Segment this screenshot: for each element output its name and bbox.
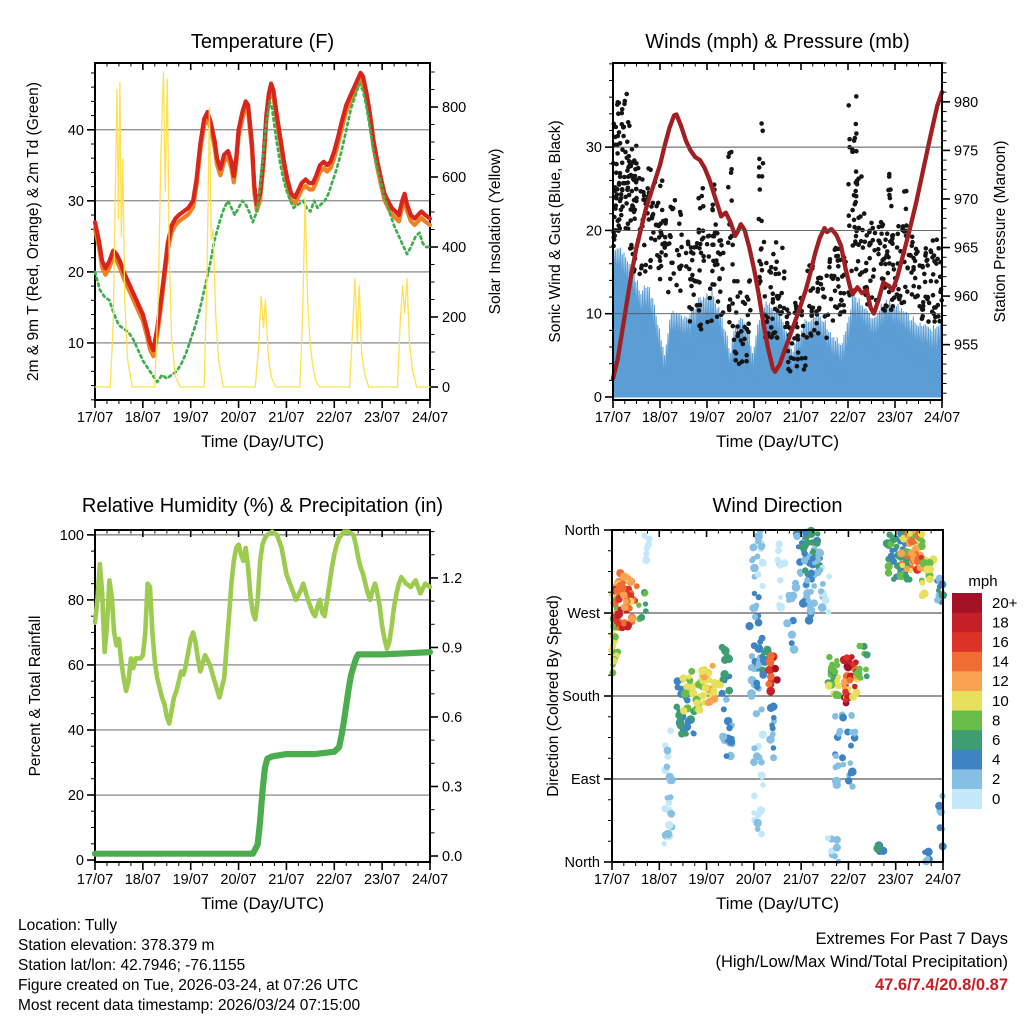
svg-text:Time (Day/UTC): Time (Day/UTC) [715,894,840,913]
svg-text:17/07: 17/07 [76,872,114,888]
svg-text:South: South [562,689,600,705]
svg-text:20: 20 [585,223,602,240]
station-info [18,916,360,1016]
svg-text:0.6: 0.6 [442,709,463,726]
svg-text:21/07: 21/07 [782,872,820,888]
svg-text:14: 14 [992,653,1009,671]
svg-text:400: 400 [442,240,467,257]
extremes-title: Extremes For Past 7 Days [815,930,1008,948]
svg-text:19/07: 19/07 [688,410,726,426]
svg-text:19/07: 19/07 [688,872,725,888]
svg-text:22/07: 22/07 [829,410,867,426]
svg-text:Winds (mph) & Pressure (mb): Winds (mph) & Pressure (mb) [645,31,910,53]
svg-text:100: 100 [59,527,84,544]
svg-text:Station Pressure (Maroon): Station Pressure (Maroon) [992,140,1009,323]
svg-text:12: 12 [992,673,1009,691]
svg-text:West: West [567,606,600,622]
svg-text:20/07: 20/07 [735,872,773,888]
svg-text:Solar Insolation (Yellow): Solar Insolation (Yellow) [487,148,504,315]
station-location: Location: Tully [18,917,118,934]
svg-text:18/07: 18/07 [641,410,679,426]
svg-text:1.2: 1.2 [442,570,463,587]
svg-text:20/07: 20/07 [220,410,257,426]
svg-text:21/07: 21/07 [268,410,305,426]
svg-text:18/07: 18/07 [124,410,162,426]
svg-text:Percent & Total Rainfall: Percent & Total Rainfall [27,615,44,777]
svg-text:18: 18 [992,614,1009,632]
svg-text:20+: 20+ [992,594,1018,612]
station-latlon: Station lat/lon: 42.7946; -76.1155 [18,957,246,974]
svg-text:0.3: 0.3 [442,779,463,796]
svg-text:17/07: 17/07 [76,410,114,426]
svg-text:20/07: 20/07 [220,872,257,888]
svg-text:0.0: 0.0 [442,848,463,865]
svg-text:Time (Day/UTC): Time (Day/UTC) [200,432,325,451]
svg-text:20: 20 [67,264,84,281]
svg-text:24/07: 24/07 [411,410,449,426]
winds-pressure-chart [547,31,1009,451]
svg-text:800: 800 [442,99,467,116]
svg-text:0.9: 0.9 [442,640,463,657]
svg-text:80: 80 [67,592,84,609]
svg-text:23/07: 23/07 [877,872,914,888]
svg-text:0: 0 [442,380,451,397]
svg-text:965: 965 [954,240,979,257]
svg-text:Wind Direction: Wind Direction [712,495,843,517]
svg-text:20: 20 [67,788,84,805]
svg-text:0: 0 [992,790,1001,808]
svg-text:0: 0 [75,853,84,870]
svg-text:10: 10 [67,335,84,352]
svg-text:40: 40 [67,722,84,739]
svg-text:60: 60 [67,657,84,674]
svg-text:200: 200 [442,310,467,327]
svg-text:Temperature (F): Temperature (F) [190,31,335,53]
svg-text:17/07: 17/07 [593,872,631,888]
svg-text:18/07: 18/07 [124,872,162,888]
figure-created: Figure created on Tue, 2026-03-24, at 07:26 UTC [18,977,359,994]
svg-text:2m & 9m T (Red, Orange) & 2m T: 2m & 9m T (Red, Orange) & 2m Td (Green) [25,82,42,381]
svg-text:16: 16 [992,634,1009,651]
svg-text:23/07: 23/07 [876,410,914,426]
svg-text:23/07: 23/07 [363,872,401,888]
svg-text:East: East [570,772,600,788]
svg-text:0: 0 [593,390,602,407]
wind-direction-chart [545,495,1018,913]
svg-text:North: North [564,855,600,871]
temperature-chart [25,31,504,451]
svg-text:24/07: 24/07 [411,872,449,888]
svg-text:19/07: 19/07 [172,410,209,426]
svg-text:18/07: 18/07 [641,872,678,888]
extremes-values: 47.6/7.4/20.8/0.87 [874,976,1008,994]
svg-text:8: 8 [992,712,1001,730]
svg-text:960: 960 [954,289,979,306]
svg-text:22/07: 22/07 [830,872,867,888]
svg-text:975: 975 [954,143,979,160]
svg-text:2: 2 [992,771,1001,789]
svg-text:24/07: 24/07 [924,872,962,888]
svg-text:30: 30 [585,140,602,157]
svg-text:22/07: 22/07 [316,872,353,888]
speed-colorbar [952,573,1018,809]
svg-text:21/07: 21/07 [782,410,820,426]
extremes-summary [715,928,1008,997]
svg-text:Time (Day/UTC): Time (Day/UTC) [715,432,840,451]
svg-text:4: 4 [992,751,1001,769]
svg-text:10: 10 [585,306,602,323]
svg-text:mph: mph [968,573,998,590]
svg-text:980: 980 [954,94,979,111]
svg-text:6: 6 [992,732,1001,749]
svg-text:Direction (Colored By Speed): Direction (Colored By Speed) [545,595,562,797]
humidity-precip-chart [27,495,462,913]
svg-text:23/07: 23/07 [363,410,401,426]
svg-text:955: 955 [954,337,979,354]
svg-text:North: North [564,523,600,539]
svg-text:20/07: 20/07 [735,410,773,426]
svg-text:21/07: 21/07 [268,872,305,888]
svg-text:970: 970 [954,191,979,208]
svg-text:22/07: 22/07 [316,410,353,426]
svg-text:24/07: 24/07 [923,410,961,426]
svg-text:19/07: 19/07 [172,872,209,888]
svg-text:10: 10 [992,692,1009,710]
station-elevation: Station elevation: 378.379 m [18,937,215,954]
svg-text:17/07: 17/07 [594,410,632,426]
extremes-subtitle: (High/Low/Max Wind/Total Precipitation) [715,953,1008,971]
svg-text:600: 600 [442,170,467,187]
svg-text:30: 30 [67,193,84,210]
svg-text:Time (Day/UTC): Time (Day/UTC) [200,894,325,913]
data-timestamp: Most recent data timestamp: 2026/03/24 07:15:00 [18,997,361,1014]
svg-text:Relative Humidity (%) & Precip: Relative Humidity (%) & Precipitation (in) [81,495,444,517]
svg-text:40: 40 [67,122,84,139]
svg-text:Sonic Wind & Gust (Blue, Black: Sonic Wind & Gust (Blue, Black) [547,120,564,343]
